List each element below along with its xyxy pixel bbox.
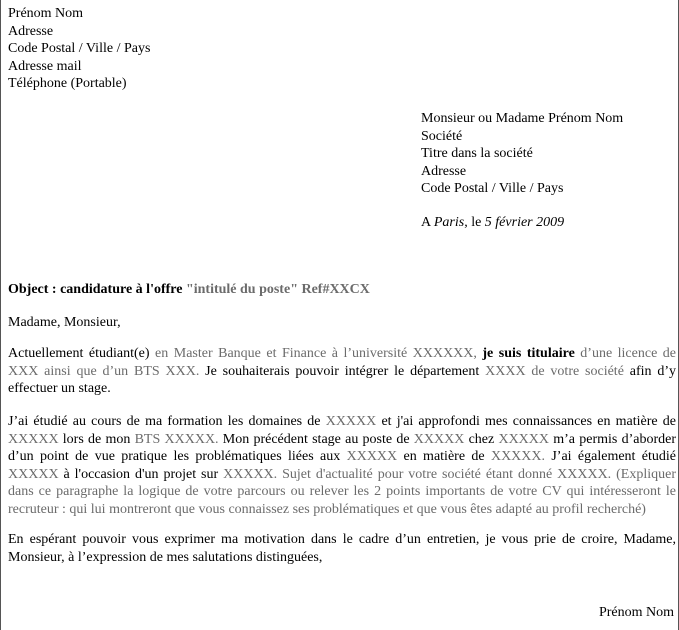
p2-placeholder: XXXXX <box>346 449 398 464</box>
date-separator: , le <box>464 215 485 230</box>
sender-city: Code Postal / Ville / Pays <box>8 41 151 56</box>
greeting: Madame, Monsieur, <box>8 315 121 330</box>
p2-placeholder: XXXXX <box>325 414 377 429</box>
object-label: Object : candidature à l'offre <box>8 282 186 297</box>
sender-name: Prénom Nom <box>8 6 84 21</box>
p2-placeholder: XXXXX. <box>490 449 546 464</box>
p1-placeholder: d’une licence de XXX ainsi que d’un BTS XXX. <box>8 346 676 379</box>
recipient-block <box>421 110 623 198</box>
p1-text: Actuellement étudiant(e) <box>8 346 156 361</box>
recipient-title: Titre dans la société <box>421 146 533 161</box>
p2-text: Mon précédent stage au poste de <box>218 431 414 447</box>
p1-text: afin d’y effectuer un stage. <box>8 363 677 396</box>
recipient-city: Code Postal / Ville / Pays <box>421 181 564 196</box>
p2-text: à l'occasion d'un projet sur <box>58 466 224 482</box>
sender-address: Adresse <box>8 23 54 39</box>
p2-placeholder: XXXXX <box>498 431 550 447</box>
p2-text: en matière de <box>397 449 491 464</box>
paragraph-3: En espérant pouvoir vous exprimer ma motivation dans le cadre d’un entretien, je vous prie de croire, Madame, Monsieur, à l’expression de mes salutations distinguées, <box>8 532 676 565</box>
p2-text: et j'ai approfondi mes connaissances en matière de <box>376 414 676 429</box>
p2-placeholder: BTS XXXXX. <box>134 431 219 447</box>
p1-text: Je souhaiterais pouvoir intégrer le département <box>199 363 486 379</box>
p2-text: lors de mon <box>58 431 135 447</box>
signature: Prénom Nom <box>598 605 674 620</box>
sender-email: Adresse mail <box>8 58 82 74</box>
p2-placeholder: XXXXX <box>413 431 465 447</box>
object-position: "intitulé du poste" Ref#XXCX <box>185 282 370 297</box>
p1-placeholder: XXXX de votre société <box>485 363 624 379</box>
p2-placeholder: XXXXX <box>8 431 59 447</box>
p2-text: J’ai également étudié <box>545 449 676 464</box>
recipient-name: Monsieur ou Madame Prénom Nom <box>421 111 624 126</box>
date-city: Paris <box>433 215 465 230</box>
p1-text: je suis titulaire <box>476 346 581 361</box>
object-line <box>8 281 370 299</box>
p2-text: m’a permis d’aborder d’un point de vue pratique les problématiques liées aux <box>8 431 676 464</box>
p2-text: J’ai étudié au cours de ma formation les domaines de <box>8 414 326 429</box>
sender-block <box>8 5 150 93</box>
paragraph-2 <box>8 413 676 518</box>
date-line <box>421 214 564 232</box>
p2-placeholder: XXXXX <box>8 466 59 482</box>
date-prefix: A <box>421 215 434 230</box>
paragraph-1 <box>8 345 676 398</box>
recipient-company: Société <box>421 128 463 144</box>
sender-phone: Téléphone (Portable) <box>8 76 127 91</box>
date-value: 5 février 2009 <box>484 215 565 230</box>
p2-placeholder: XXXXX. Sujet d'actualité pour votre société étant donné XXXXX. (Expliquer dans ce paragraphe la logique de votre parcours ou relever les 2 points importants de votre CV qui intéresseront le recruteur : qui lui montreront que vous connaissez ses problématiques et que vous êtes adapté au profil recherché) <box>8 466 676 517</box>
p2-text: chez <box>464 431 499 447</box>
recipient-address: Adresse <box>421 163 467 179</box>
p1-placeholder: en Master Banque et Finance à l’université XXXXXX, <box>155 346 477 361</box>
